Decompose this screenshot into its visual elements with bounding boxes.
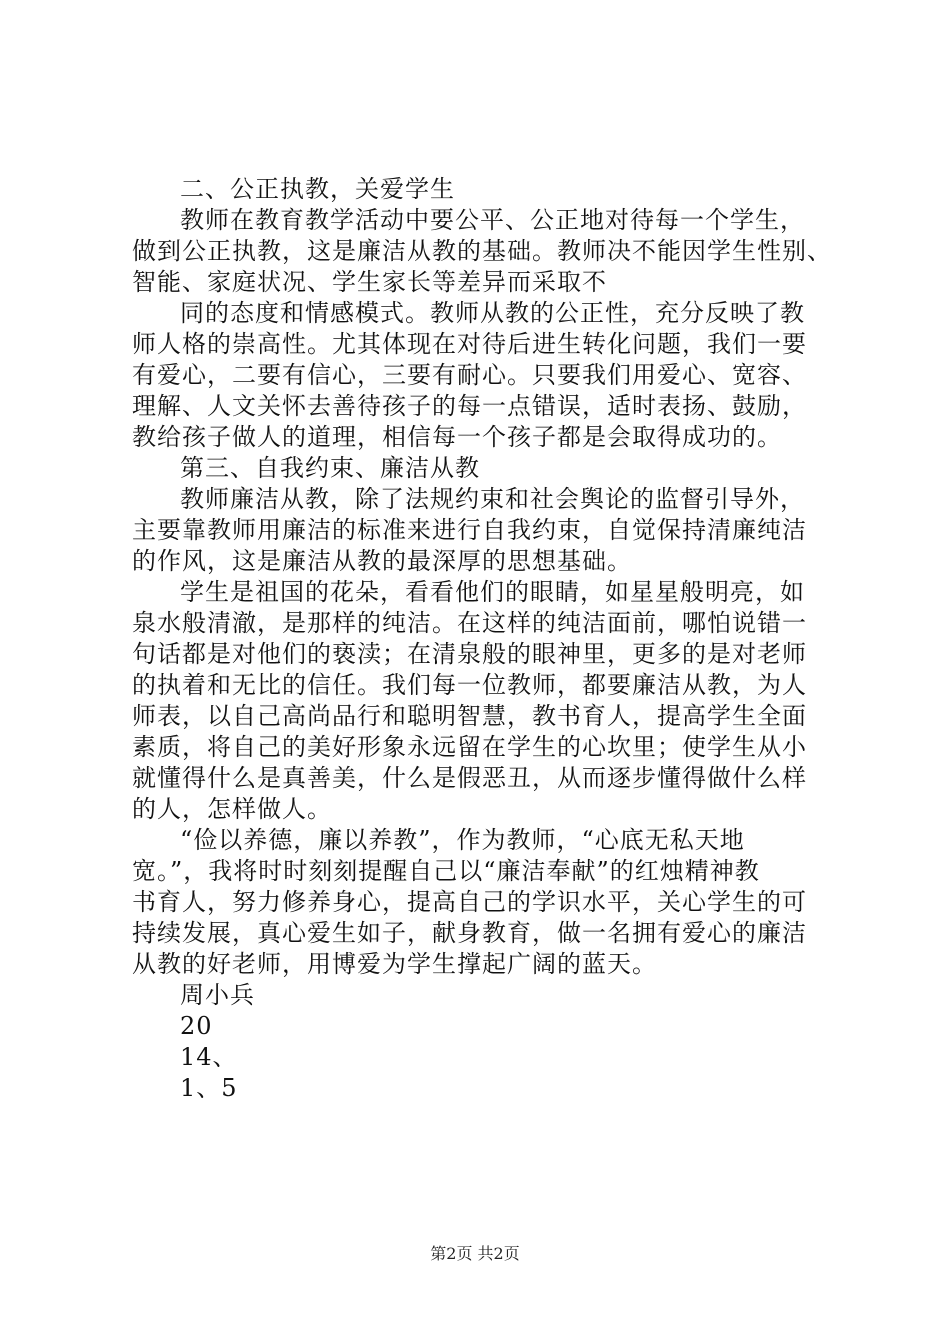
paragraph-line: 主要靠教师用廉洁的标准来进行自我约束，自觉保持清廉纯洁 <box>132 516 807 544</box>
paragraph-line: 宽。”，我将时时刻刻提醒自己以“廉洁奉献”的红烛精神教 <box>132 857 760 885</box>
paragraph-line: 的人，怎样做人。 <box>132 795 332 823</box>
paragraph-line: 就懂得什么是真善美，什么是假恶丑，从而逐步懂得做什么样 <box>132 764 807 792</box>
paragraph-line: 从教的好老师，用博爱为学生撑起广阔的蓝天。 <box>132 950 657 978</box>
paragraph-line: “俭以养德，廉以养教”，作为教师，“心底无私天地 <box>180 826 745 854</box>
paragraph-line: 同的态度和情感模式。教师从教的公正性，充分反映了教 <box>180 299 805 327</box>
paragraph-line: 师表，以自己高尚品行和聪明智慧，教书育人，提高学生全面 <box>132 702 807 730</box>
paragraph-line: 智能、家庭状况、学生家长等差异而采取不 <box>132 268 607 296</box>
paragraph-line: 教给孩子做人的道理，相信每一个孩子都是会取得成功的。 <box>132 423 782 451</box>
paragraph-line: 教师廉洁从教，除了法规约束和社会舆论的监督引导外， <box>180 485 805 513</box>
paragraph-line: 泉水般清澈，是那样的纯洁。在这样的纯洁面前，哪怕说错一 <box>132 609 807 637</box>
paragraph-line: 有爱心，二要有信心，三要有耐心。只要我们用爱心、宽容、 <box>132 361 807 389</box>
section-heading-3: 第三、自我约束、廉洁从教 <box>180 454 480 482</box>
paragraph-line: 素质，将自己的美好形象永远留在学生的心坎里；使学生从小 <box>132 733 807 761</box>
paragraph-line: 教师在教育教学活动中要公平、公正地对待每一个学生， <box>180 206 805 234</box>
paragraph-line: 做到公正执教，这是廉洁从教的基础。教师决不能因学生性别、 <box>132 237 832 265</box>
author-name: 周小兵 <box>180 981 255 1009</box>
paragraph-line: 的执着和无比的信任。我们每一位教师，都要廉洁从教，为人 <box>132 671 807 699</box>
paragraph-line: 学生是祖国的花朵，看看他们的眼睛，如星星般明亮，如 <box>180 578 805 606</box>
paragraph-line: 师人格的崇高性。尤其体现在对待后进生转化问题，我们一要 <box>132 330 807 358</box>
paragraph-line: 的作风，这是廉洁从教的最深厚的思想基础。 <box>132 547 632 575</box>
paragraph-line: 持续发展，真心爱生如子，献身教育，做一名拥有爱心的廉洁 <box>132 919 807 947</box>
date-fragment: 20 <box>180 1012 213 1040</box>
page-footer: 第2页 共2页 <box>430 1244 520 1263</box>
paragraph-line: 书育人，努力修养身心，提高自己的学识水平，关心学生的可 <box>132 888 807 916</box>
date-fragment: 14、 <box>180 1043 238 1071</box>
paragraph-line: 理解、人文关怀去善待孩子的每一点错误，适时表扬、鼓励， <box>132 392 807 420</box>
date-fragment: 1、5 <box>180 1074 238 1102</box>
paragraph-line: 句话都是对他们的亵渎；在清泉般的眼神里，更多的是对老师 <box>132 640 807 668</box>
section-heading-2: 二、公正执教，关爱学生 <box>180 175 455 203</box>
